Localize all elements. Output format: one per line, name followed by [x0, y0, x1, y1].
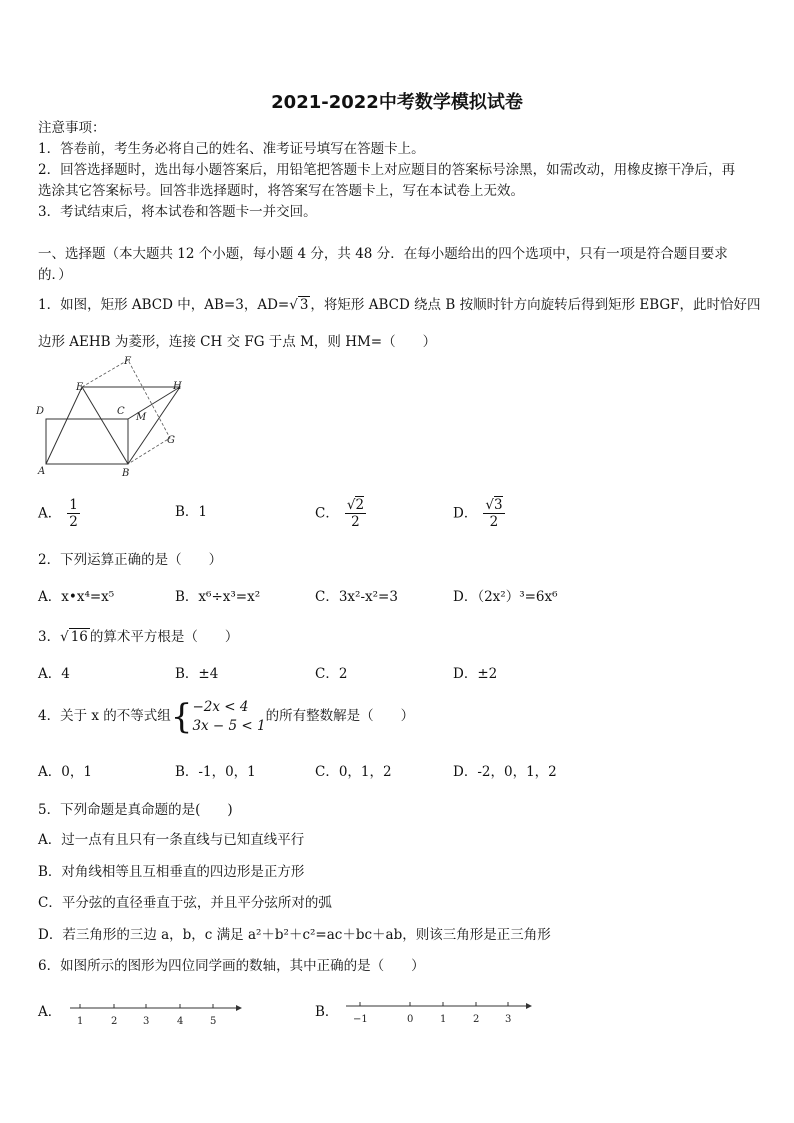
q3-option-c[interactable]: C．2: [315, 666, 348, 682]
tick-label: 2: [111, 1016, 118, 1027]
page-title: 2021-2022中考数学模拟试卷: [271, 92, 523, 113]
section-heading: 一、选择题（本大题共 12 个小题，每小题 4 分，共 48 分．在每小题给出的四个选项中，只有一项是符合题目要求: [38, 246, 728, 262]
label-C: C: [117, 406, 125, 417]
question-2-stem: 2．下列运算正确的是（ ）: [38, 552, 223, 568]
label-D: D: [36, 406, 45, 417]
question-1-figure: [34, 352, 194, 480]
q6-option-b-number-line[interactable]: [342, 994, 538, 1030]
question-6-stem: 6．如图所示的图形为四位同学画的数轴，其中正确的是（ ）: [38, 958, 425, 974]
q6-option-a-number-line[interactable]: [66, 996, 246, 1032]
question-1-stem-cont: 边形 AEHB 为菱形，连接 CH 交 FG 于点 M，则 HM=（ ）: [38, 334, 437, 350]
q5-option-d[interactable]: D．若三角形的三边 a，b，c 满足 a²＋b²＋c²=ac＋bc＋ab，则该三角形是正三角形: [38, 927, 551, 943]
q6-option-b-label[interactable]: B．: [315, 1004, 339, 1020]
tick-label: 4: [177, 1016, 184, 1027]
q4-option-d[interactable]: D．-2，0，1，2: [453, 764, 557, 780]
label-H: H: [173, 381, 182, 392]
question-1-stem: 1．如图，矩形 ABCD 中，AB=3，AD=√ 3 ，将矩形 ABCD 绕点 B 按顺时针方向旋转后得到矩形 EBGF，此时恰好四: [38, 297, 761, 313]
note-item: 1．答卷前，考生务必将自己的姓名、准考证号填写在答题卡上。: [38, 141, 425, 157]
label-M: M: [136, 412, 147, 423]
tick-label: 1: [77, 1016, 84, 1027]
note-item: 2．回答选择题时，选出每小题答案后，用铅笔把答题卡上对应题目的答案标号涂黑，如需改动，用橡皮擦干净后，再: [38, 162, 736, 178]
q2-option-a[interactable]: A．x•x⁴=x⁵: [38, 589, 115, 605]
q2-option-d[interactable]: D．（2x²）³=6x⁶: [453, 589, 558, 605]
q1-option-d[interactable]: D． $\frac{√3}{2}$: [453, 497, 503, 530]
q3-option-d[interactable]: D．±2: [453, 666, 498, 682]
tick-label: 3: [143, 1016, 150, 1027]
q4-option-c[interactable]: C．0，1，2: [315, 764, 392, 780]
label-A: A: [38, 466, 46, 477]
q1-option-a[interactable]: A． $\frac{1}{2}$: [38, 497, 78, 530]
sqrt-3: √ 3: [289, 297, 309, 313]
q3-option-a[interactable]: A．4: [38, 666, 70, 682]
q5-option-b[interactable]: B．对角线相等且互相垂直的四边形是正方形: [38, 864, 305, 880]
question-4-stem: 4．关于 x 的不等式组{−2x < 4 3x − 5 < 1的所有整数解是（ ）: [38, 696, 415, 737]
tick-label: 2: [473, 1014, 480, 1025]
q2-option-b[interactable]: B．x⁶÷x³=x²: [175, 589, 261, 605]
label-G: G: [167, 435, 175, 446]
q1-option-c[interactable]: C． $\frac{√2}{2}$: [315, 497, 365, 530]
tick-label: 0: [407, 1014, 414, 1025]
tick-label: 3: [505, 1014, 512, 1025]
section-heading-cont: 的．）: [38, 267, 72, 283]
label-F: F: [124, 356, 131, 367]
q5-option-a[interactable]: A．过一点有且只有一条直线与已知直线平行: [38, 832, 305, 848]
note-item: 3．考试结束后，将本试卷和答题卡一并交回。: [38, 204, 317, 220]
q3-option-b[interactable]: B．±4: [175, 666, 219, 682]
tick-label: 1: [440, 1014, 447, 1025]
ticks-b: [360, 1002, 508, 1006]
q1-option-b[interactable]: B．1: [175, 504, 208, 520]
tick-label: −1: [353, 1014, 368, 1025]
tick-label: 5: [210, 1016, 217, 1027]
q5-option-c[interactable]: C．平分弦的直径垂直于弦，并且平分弦所对的弧: [38, 895, 332, 911]
q2-option-c[interactable]: C．3x²-x²=3: [315, 589, 398, 605]
note-item: 选涂其它答案标号。回答非选择题时，将答案写在答题卡上，写在本试卷上无效。: [38, 183, 524, 199]
ticks-a: [80, 1004, 213, 1008]
label-B: B: [122, 468, 130, 479]
notes-heading: 注意事项：: [38, 120, 106, 136]
question-5-stem: 5．下列命题是真命题的是( ): [38, 802, 233, 818]
label-E: E: [76, 382, 84, 393]
question-3-stem: 3．√ 16 的算术平方根是（ ）: [38, 629, 239, 645]
q6-option-a-label[interactable]: A．: [38, 1004, 62, 1020]
q4-option-b[interactable]: B．-1，0，1: [175, 764, 256, 780]
q4-option-a[interactable]: A．0，1: [38, 764, 92, 780]
